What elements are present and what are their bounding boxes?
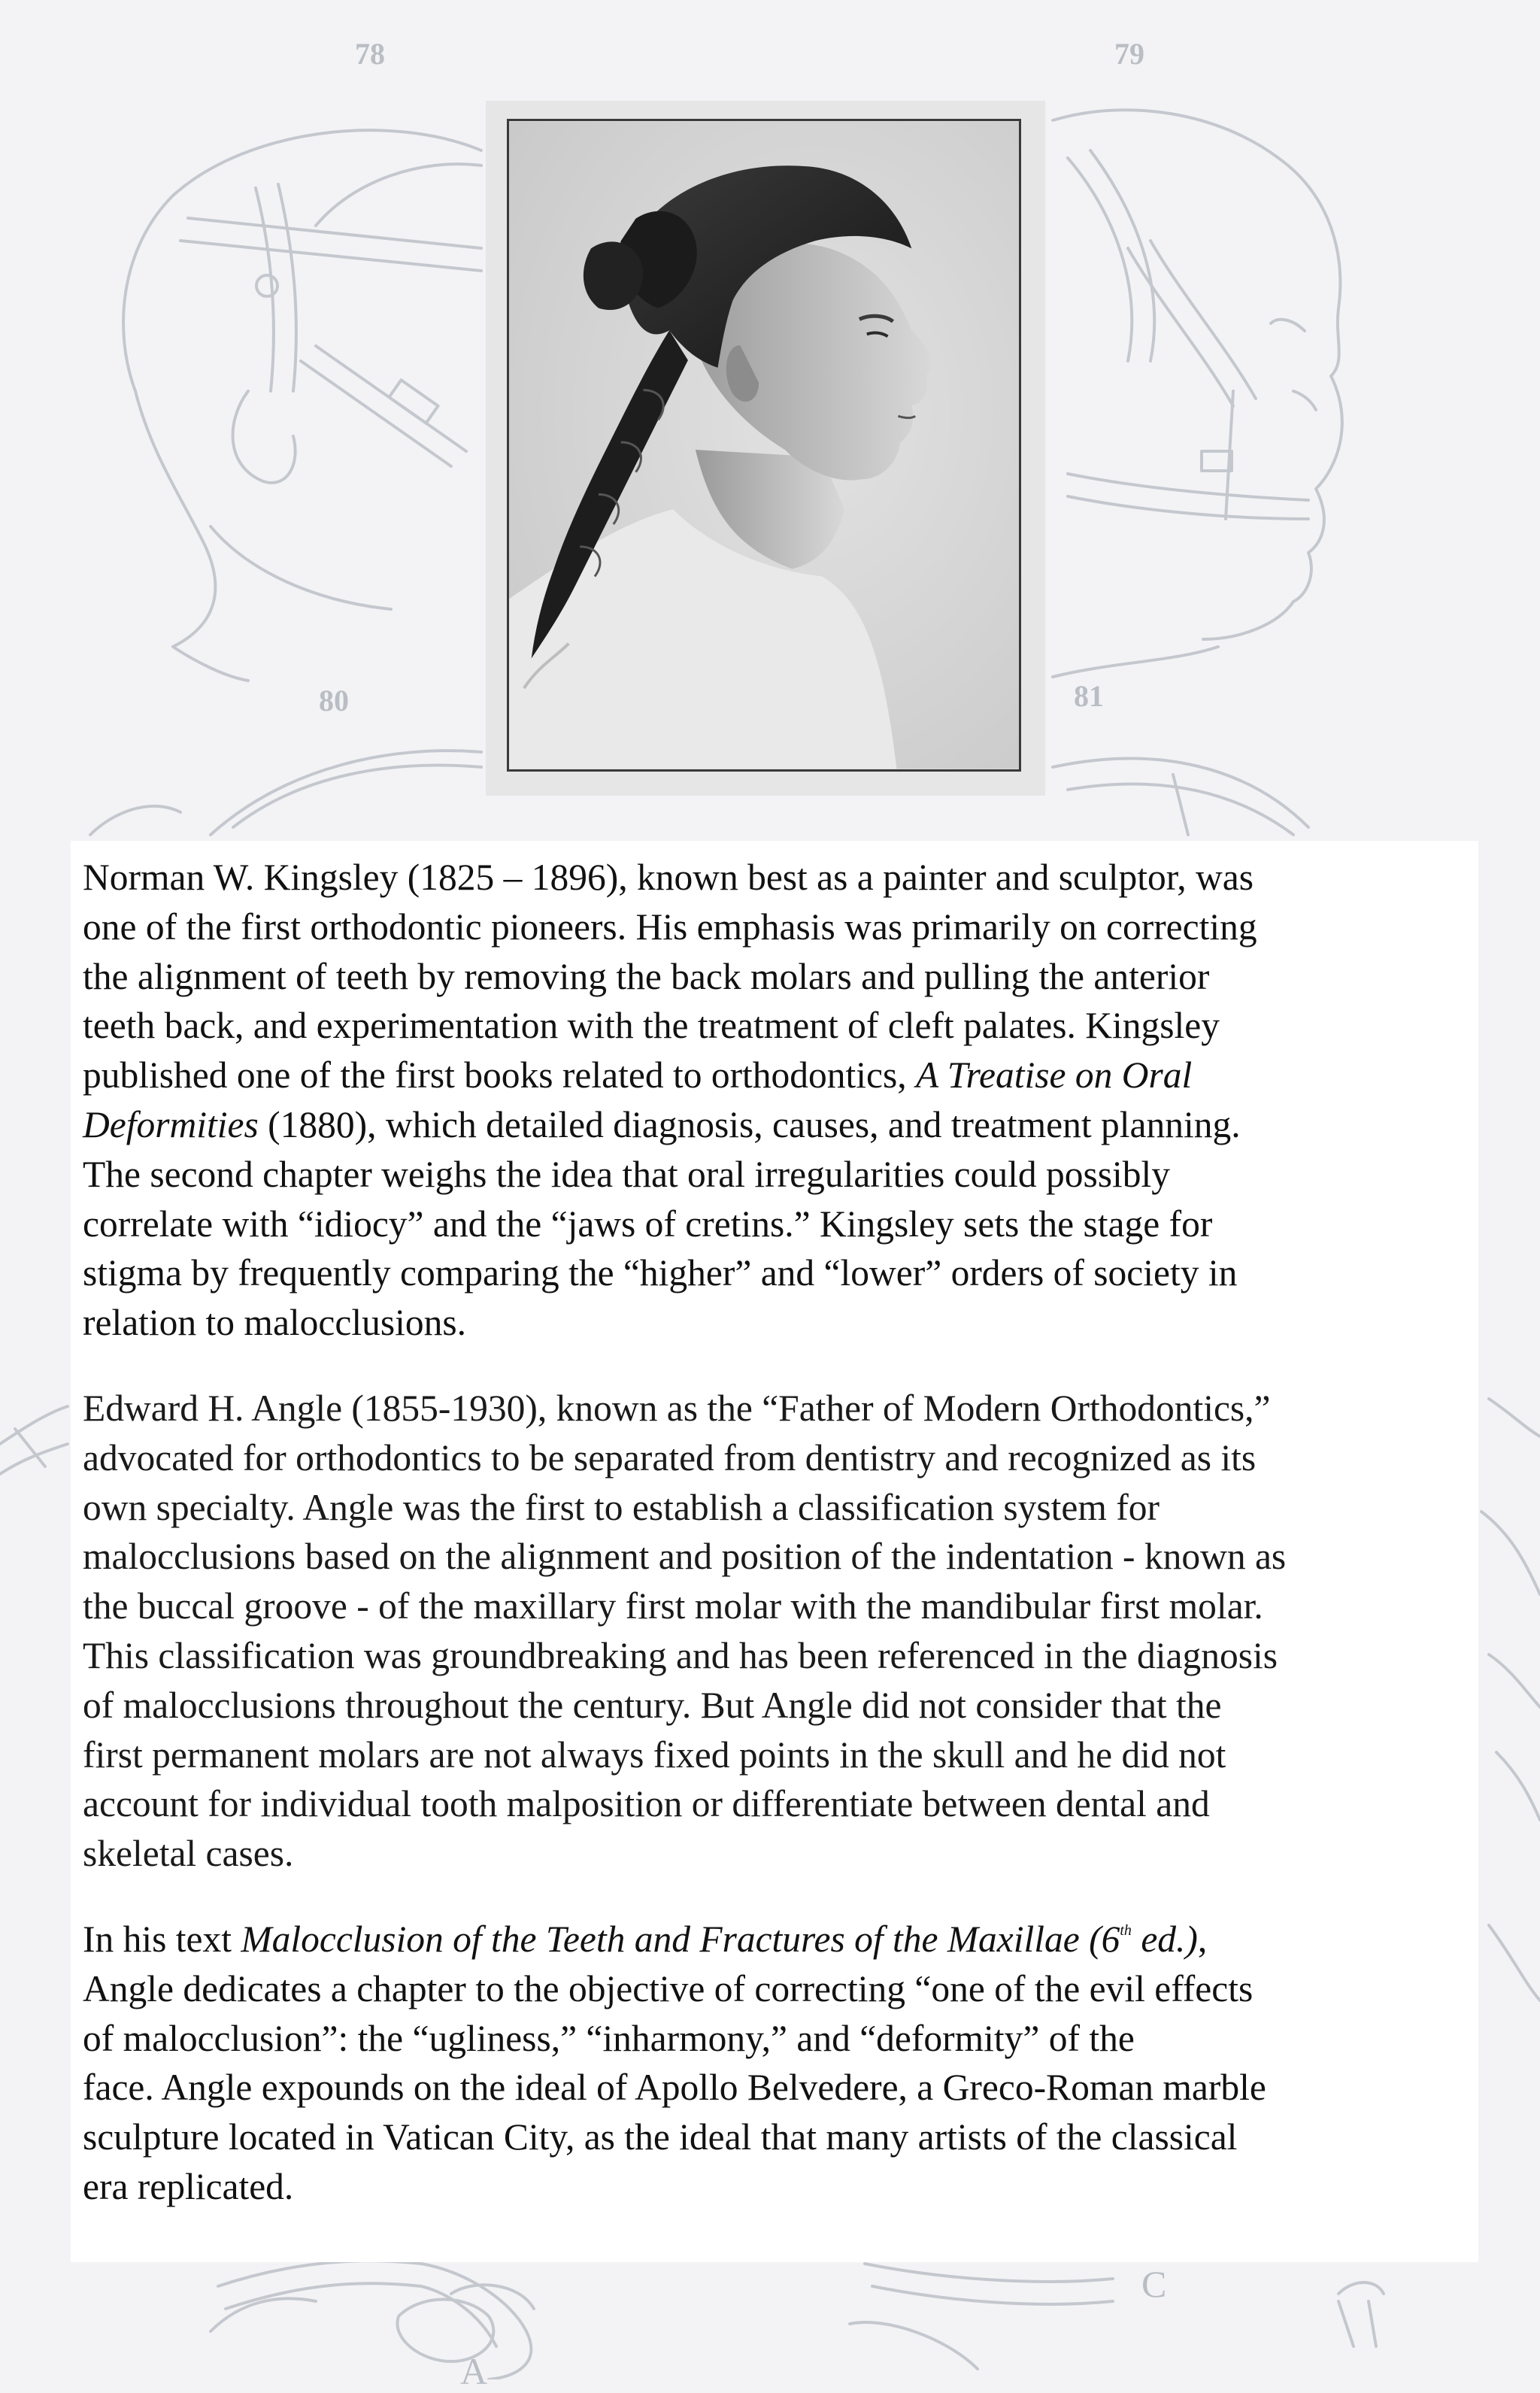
- paragraph-angle: Edward H. Angle (1855-1930), known as the “Father of Modern Orthodontics,” advocated for orthodontics to be separated from dentistry and recognized as its own specialty. Angle was the first to establish a classification system for malocclusions based on the alignment and position of the indentation - known as the buccal groove - of the maxillary first molar with the mandibular first molar. This classification was groundbreaking and has been referenced in the diagnosis of malocclusions throughout the century. But Angle did not consider that the first permanent molars are not always fixed points in the skull and he did not account for individual tooth malposition or differentiate between dental and skeletal cases.: [83, 1388, 1287, 1875]
- paragraph-angle-text-a: In his text: [83, 1918, 241, 1960]
- portrait-photo: [507, 119, 1021, 772]
- paragraph-kingsley-text-b: (1880), which detailed diagnosis, causes, and treatment planning. The second chapter weighs the idea that oral irregularities could possibly correlate with “idiocy” and the “jaws of cretins.” Kingsley sets the stage for stigma by frequently comparing the “higher” and “lower” orders of society in relation to malocclusions.: [83, 1103, 1241, 1344]
- paragraph-angle-text: [83, 1915, 1474, 2212]
- text-panel: [71, 841, 1478, 2262]
- figure-number-79: 79: [1114, 37, 1144, 71]
- figure-number-81: 81: [1074, 679, 1104, 713]
- paragraph-kingsley: [83, 853, 1474, 1348]
- paragraph-angle-text-b: , Angle dedicates a chapter to the objective of correcting “one of the evil effects of malocclusion”: the “ugliness,” “inharmony,” and “deformity” of the face. Angle expounds on the ideal of Apollo Belvedere, a Greco-Roman marble sculpture located in Vatican City, as the ideal that many artists of the classical era replicated.: [83, 1918, 1266, 2207]
- portrait-photo-frame: [486, 101, 1045, 796]
- paragraph-kingsley-text-a: Norman W. Kingsley (1825 – 1896), known best as a painter and sculptor, was one of the first orthodontic pioneers. His emphasis was primarily on correcting the alignment of teeth by removing the back molars and pulling the anterior teeth back, and experimentation with the treatment of cleft palates. Kingsley published one of the first books related to orthodontics,: [83, 857, 1257, 1096]
- edition-superscript: th: [1120, 1922, 1132, 1939]
- figure-number-80: 80: [319, 684, 349, 717]
- book-title-malocclusion: Malocclusion of the Teeth and Fractures of the Maxillae (6: [241, 1918, 1120, 1960]
- book-title-edition: ed.): [1131, 1918, 1198, 1960]
- figure-label-c: C: [1141, 2263, 1167, 2305]
- figure-label-a: A: [460, 2350, 488, 2392]
- figure-number-78: 78: [355, 37, 385, 71]
- portrait-photo-icon: [509, 121, 1019, 769]
- book-title-treatise: A Treatise on Oral Deformities: [83, 1054, 1193, 1145]
